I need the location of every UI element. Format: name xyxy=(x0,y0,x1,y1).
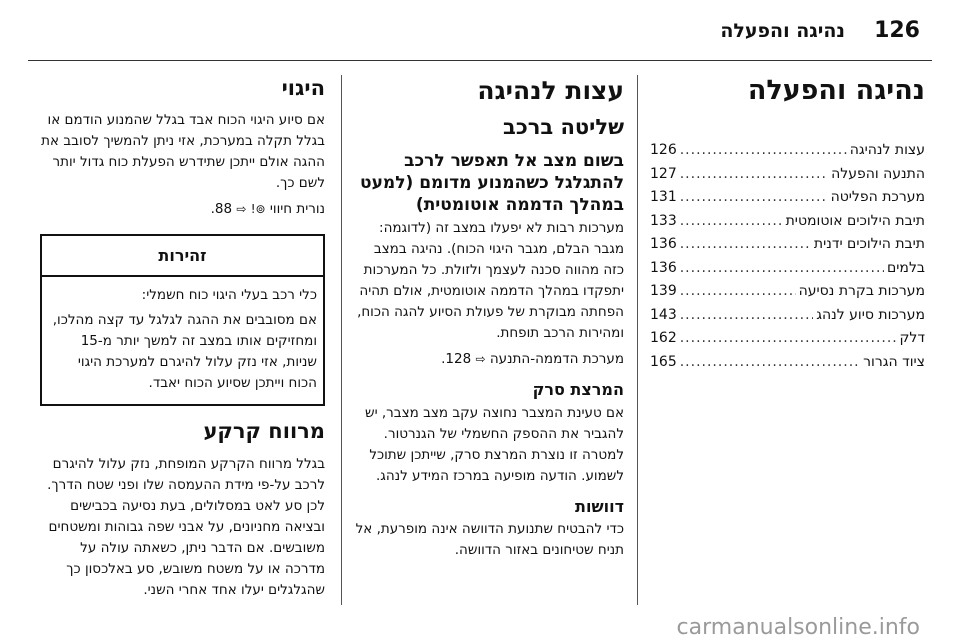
toc-item-page: 162 xyxy=(650,330,677,347)
toc-leader xyxy=(680,210,783,234)
paragraph-text: כדי להבטיח שתנועת הדוושה אינה מופרעת, אל תניח שטיחונים באזור הדוושה. xyxy=(355,521,624,559)
toc-leader xyxy=(680,327,897,351)
page-header xyxy=(0,0,960,62)
toc-item[interactable] xyxy=(650,210,925,234)
toc-item-page: 165 xyxy=(650,353,677,370)
heading-idle-boost: המרצת סרק xyxy=(532,379,624,399)
toc-leader xyxy=(680,280,796,304)
toc-item-title: מערכות סיוע לנהג xyxy=(816,306,925,323)
reference-page: 128 xyxy=(445,350,472,367)
steering-warning-icon: ⊚! xyxy=(250,202,266,217)
caution-text: כלי רכב בעלי היגוי כוח חשמלי: xyxy=(141,287,317,304)
paragraph-coasting xyxy=(354,218,624,344)
toc-item[interactable] xyxy=(650,351,925,375)
section-title: עצות לנהיגה xyxy=(477,76,624,105)
paragraph-text: אם טעינת המצבר נחוצה עקב מצב מצבר, יש להגביר את ההספק החשמלי של הגנרטור. למטרה זו נוצרת המרצת סרק, שייתכן שתוכל לשמוע. הודעה מופיעה במרכז המידע לנהג. xyxy=(365,404,624,484)
toc-item[interactable] xyxy=(650,163,925,187)
toc-item[interactable] xyxy=(650,304,925,328)
toc-leader xyxy=(680,257,884,281)
paragraph-text: מערכות רבות לא יפעלו במצב זה (לדוגמה: מגבר הבלם, מגבר היגוי הכוח). נהיגה במצב כזה מהווה סכנה לעצמך ולזולת. כל המערכות יתפקדו במהלך הדממה אוטומטית, אולם תהיה הפחתה מבוקרת של פעולת הסיוע להגה הכוח, ומהירות הרכב תופחת. xyxy=(357,219,624,341)
toc-item[interactable] xyxy=(650,257,925,281)
watermark: carmanualsonline.info xyxy=(676,615,920,640)
toc-item-page: 133 xyxy=(650,212,677,229)
toc-item-title: בלמים xyxy=(887,259,925,276)
toc-item-title: תיבת הילוכים אוטומטית xyxy=(785,212,925,229)
page-number: 126 xyxy=(874,18,920,43)
toc-item-title: דלק xyxy=(899,330,925,347)
toc-item[interactable] xyxy=(650,139,925,163)
heading-coasting: בשום מצב אל תאפשר לרכב להתגלגל כשהמנוע מדומם (למעט במהלך הדממה אוטומטית) xyxy=(360,150,624,215)
toc-item-page: 126 xyxy=(650,142,677,159)
caution-box xyxy=(40,234,325,406)
toc-item-page: 139 xyxy=(650,283,677,300)
toc-item-title: מערכת הפליטה xyxy=(830,189,925,206)
paragraph-text: בגלל מרווח הקרקע המופחת, נזק עלול להיגרם לרכב על-פי מידת ההעמסה שלו ופני שטח הדרך. לכן סע לאט במסלולים, בעת נסיעה בכבישים ובציאה מחניונים, על אבני שפה גבוהות ומשטחים משובשים. אם הדבר ניתן, כשאתה עולה על מדרכה או על משטח משובש, סע באלכסון כך שהגלגלים יעלו אחד אחרי השני. xyxy=(47,455,325,598)
cross-reference[interactable]: נורית חיווי ⊚! ⇨ 88. xyxy=(210,201,325,218)
toc-column xyxy=(650,75,925,374)
toc-item-page: 143 xyxy=(650,306,677,323)
caution-body xyxy=(42,277,323,404)
toc-leader xyxy=(680,163,828,187)
toc-item-title: תיבת הילוכים ידנית xyxy=(813,236,925,253)
toc-leader xyxy=(680,186,828,210)
paragraph-ground-clearance xyxy=(40,454,325,601)
steering-column xyxy=(40,75,325,606)
toc-item[interactable] xyxy=(650,233,925,257)
header-rule xyxy=(28,60,932,61)
reference-label: מערכת הדממה-התנעה xyxy=(489,350,624,367)
driving-tips-column xyxy=(354,75,624,566)
caution-title: זהירות xyxy=(42,236,323,277)
toc-item-page: 127 xyxy=(650,165,677,182)
column-divider xyxy=(341,75,342,605)
reference-label: נורית חיווי xyxy=(269,201,325,218)
arrow-right-icon: ⇨ xyxy=(236,202,247,217)
toc-item-page: 136 xyxy=(650,259,677,276)
toc-leader xyxy=(680,139,847,163)
chapter-title: נהיגה והפעלה xyxy=(747,75,925,106)
caution-text: אם מסובבים את ההגה לגלגל עד קצה מהלכו, ומחזיקים אותו במצב זה למשך יותר מ-15 שניות, אזי נזק עלול להיגרם למערכת היגוי הכוח וייתכן שסיוע הכוח יאבד. xyxy=(52,312,317,392)
arrow-right-icon: ⇨ xyxy=(475,351,486,366)
toc-item-page: 136 xyxy=(650,236,677,253)
paragraph-text: אם סיוע היגוי הכוח אבד בגלל שהמנוע הודמם או בגלל תקלה במערכת, אזי ניתן להמשיך לסובב את ההגה אולם ייתכן שתידרש הפעלת כוח גדול יותר לשם כך. xyxy=(41,112,325,192)
toc-leader xyxy=(680,351,860,375)
toc-item[interactable] xyxy=(650,186,925,210)
heading-pedals: דוושות xyxy=(575,496,624,516)
running-title: נהיגה והפעלה xyxy=(720,20,845,42)
toc-item-title: עצות לנהיגה xyxy=(849,142,925,159)
paragraph-pedals xyxy=(354,519,624,561)
toc-item-title: ציוד הגרור xyxy=(863,353,925,370)
toc-item-page: 131 xyxy=(650,189,677,206)
toc-leader xyxy=(680,304,813,328)
heading-ground-clearance: מרווח קרקע xyxy=(203,419,325,444)
toc-leader xyxy=(680,233,811,257)
reference-page: 88 xyxy=(214,201,233,218)
cross-reference[interactable]: מערכת הדממה-התנעה ⇨ 128. xyxy=(441,350,624,367)
heading-steering: היגוי xyxy=(281,76,325,100)
paragraph-idle-boost xyxy=(354,403,624,487)
toc-item-title: מערכות בקרת נסיעה xyxy=(798,283,925,300)
toc-list xyxy=(650,139,925,374)
paragraph-steering xyxy=(40,110,325,194)
toc-item[interactable] xyxy=(650,280,925,304)
toc-item[interactable] xyxy=(650,327,925,351)
toc-item-title: התנעה והפעלה xyxy=(831,165,925,182)
column-divider xyxy=(637,75,638,605)
section-subtitle: שליטה ברכב xyxy=(503,115,624,140)
